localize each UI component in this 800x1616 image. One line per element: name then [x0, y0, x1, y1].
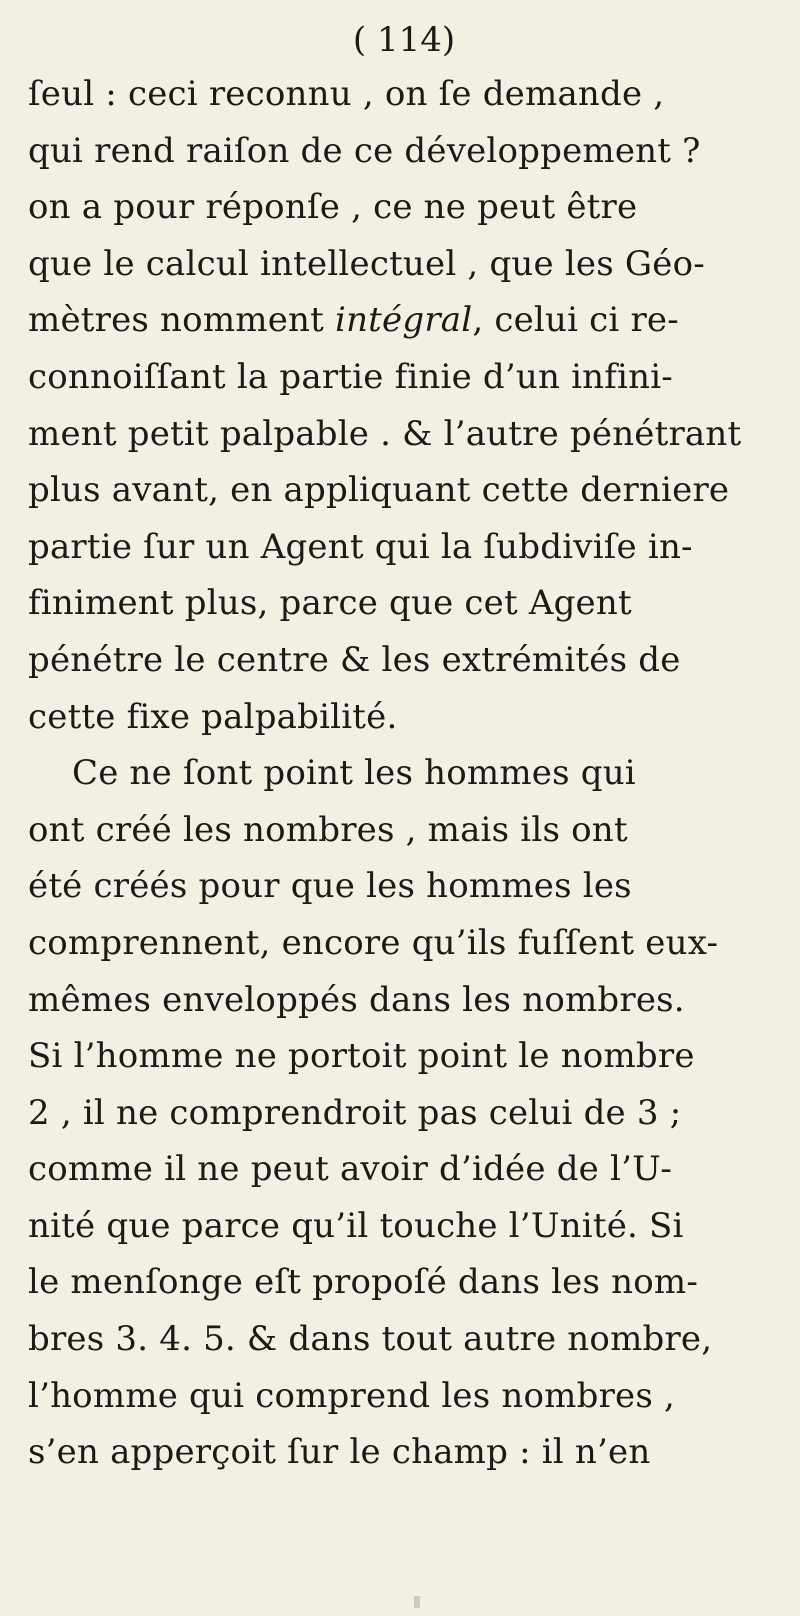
text-line: s’en apperçoit ſur le champ : il n’en [28, 1432, 651, 1473]
text-line: qui rend raiſon de ce développement ? [28, 130, 701, 171]
ink-mark [414, 1596, 420, 1608]
text-line: nité que parce qu’il touche l’Unité. Si [28, 1205, 684, 1246]
text-line: comme il ne peut avoir d’idée de l’U- [28, 1149, 673, 1190]
text-line: que le calcul intellectuel , que les Géo- [28, 243, 705, 284]
text-line: le menſonge eſt propoſé dans les nom- [28, 1262, 699, 1303]
text-line: ment petit palpable . & l’autre pénétrant [28, 413, 742, 454]
text-line: été créés pour que les hommes les [28, 866, 632, 907]
text-line: l’homme qui comprend les nombres , [28, 1375, 676, 1416]
text-line: bres 3. 4. 5. & dans tout autre nombre, [28, 1319, 713, 1360]
paragraph-start-line: Ce ne ſont point les hommes qui [72, 753, 636, 794]
body-text [28, 66, 780, 1481]
text-line: ont créé les nombres , mais ils ont [28, 809, 628, 850]
text-line: partie ſur un Agent qui la ſubdiviſe in- [28, 526, 693, 567]
page-number: ( 114) [352, 20, 456, 60]
text-line: comprennent, encore qu’ils fuſſent eux- [28, 922, 719, 963]
text-line: plus avant, en appliquant cette derniere [28, 470, 730, 511]
text-segment: , celui ci re- [472, 300, 679, 341]
italic-term: intégral [335, 300, 473, 341]
text-line [28, 292, 780, 349]
text-line: on a pour réponſe , ce ne peut être [28, 187, 638, 228]
text-line: pénétre le centre & les extrémités de [28, 639, 681, 680]
text-line: connoiſſant la partie finie d’un infini- [28, 356, 673, 397]
text-line: ſeul : ceci reconnu , on ſe demande , [28, 74, 665, 114]
text-line: 2 , il ne comprendroit pas celui de 3 ; [28, 1092, 682, 1133]
text-line: cette fixe palpabilité. [28, 696, 398, 737]
text-line: Si l’homme ne portoit point le nombre [28, 1036, 695, 1077]
text-segment: mètres nomment [28, 300, 335, 341]
text-line: mêmes enveloppés dans les nombres. [28, 979, 685, 1020]
text-line: finiment plus, parce que cet Agent [28, 583, 632, 624]
